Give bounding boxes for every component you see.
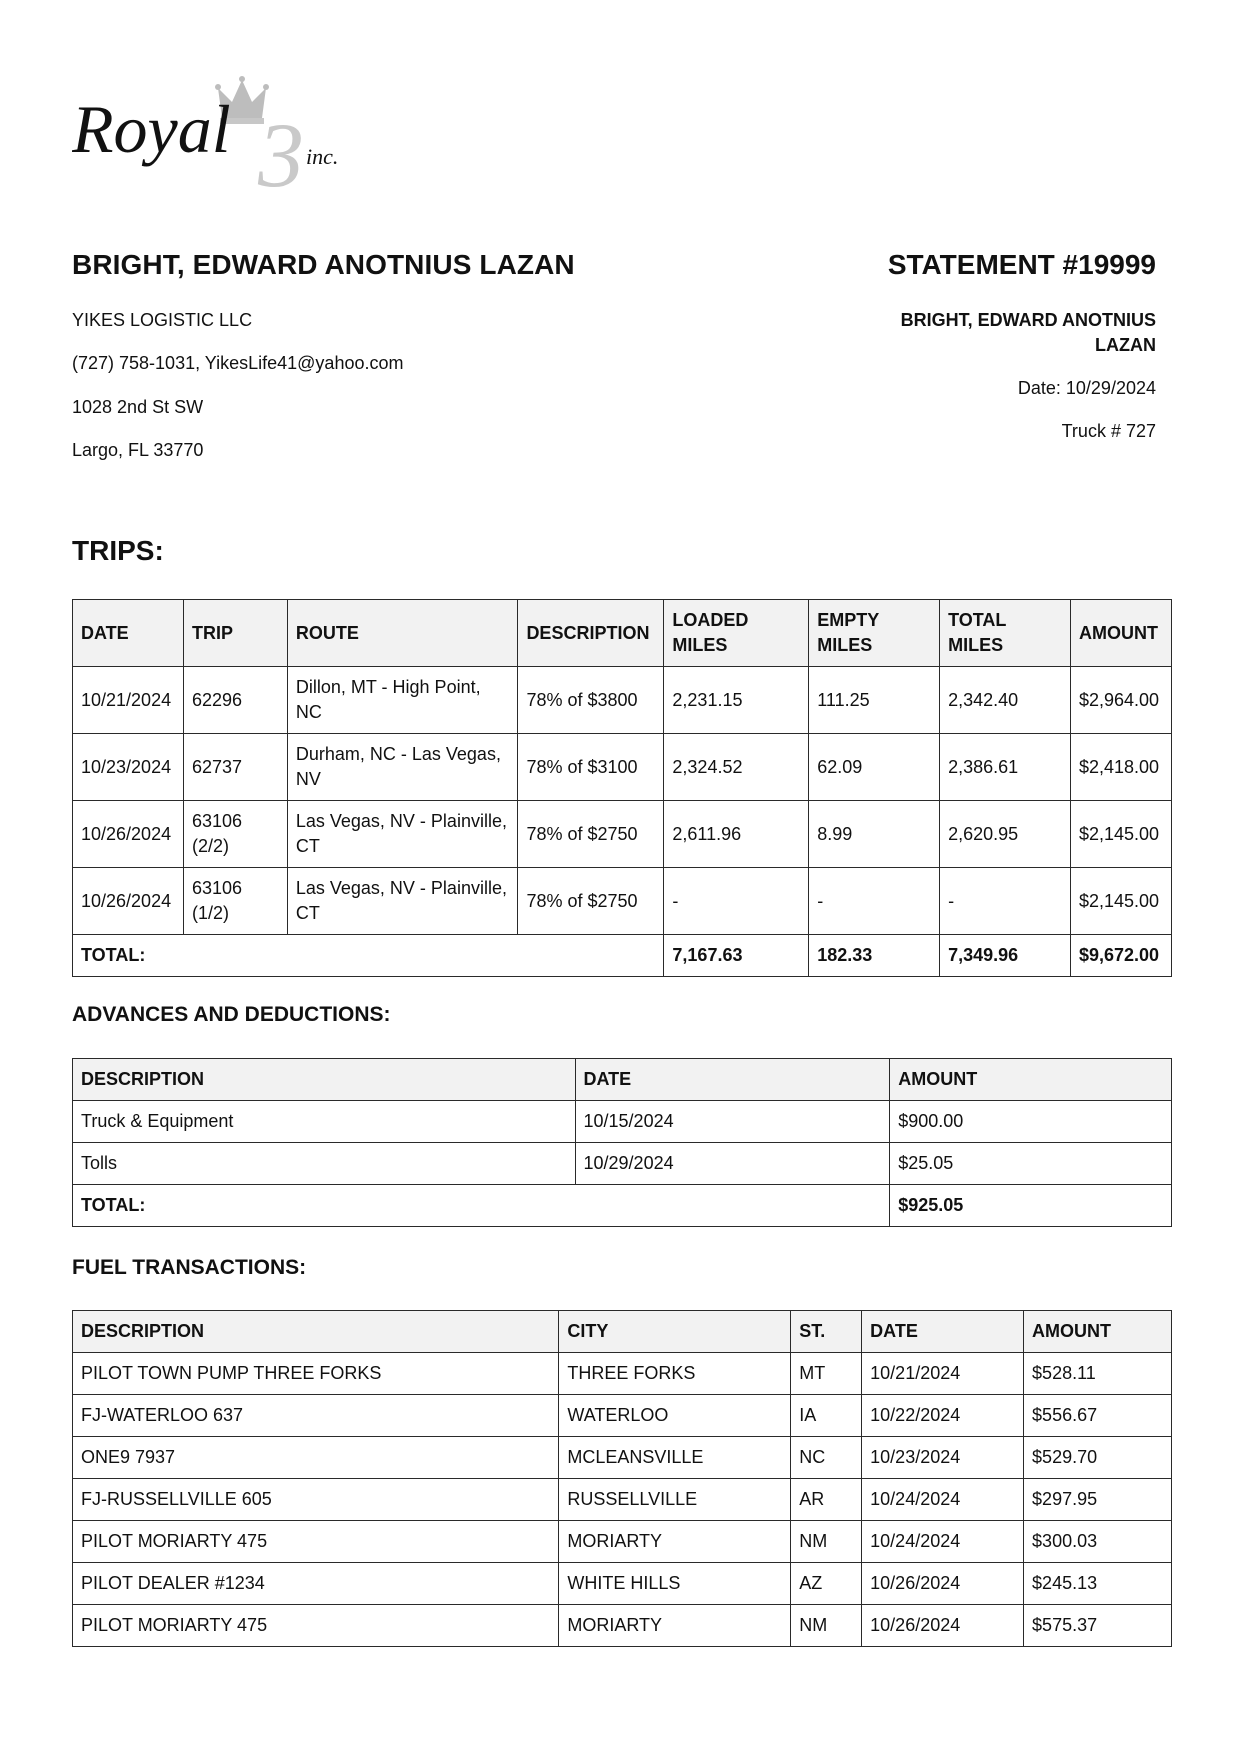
table-row [73, 801, 1172, 868]
table-cell: FJ-RUSSELLVILLE 605 [73, 1479, 559, 1521]
column-header: DESCRIPTION [73, 1059, 576, 1101]
table-cell: 10/26/2024 [73, 801, 184, 868]
truck-number: Truck # 727 [1061, 421, 1156, 441]
table-cell: 62.09 [809, 734, 940, 801]
column-header: ROUTE [287, 600, 518, 667]
table-cell: Las Vegas, NV - Plainville, CT [287, 801, 518, 868]
table-cell: PILOT DEALER #1234 [73, 1563, 559, 1605]
table-cell: NM [791, 1605, 862, 1647]
table-cell: 62737 [183, 734, 287, 801]
table-cell: WHITE HILLS [559, 1563, 791, 1605]
table-cell: THREE FORKS [559, 1353, 791, 1395]
table-cell: 2,231.15 [664, 667, 809, 734]
table-cell: 2,386.61 [940, 734, 1071, 801]
column-header: LOADED MILES [664, 600, 809, 667]
total-label: TOTAL: [73, 1185, 890, 1227]
table-cell: $529.70 [1024, 1437, 1172, 1479]
company-name: YIKES LOGISTIC LLC [72, 310, 253, 330]
table-cell: 78% of $2750 [518, 801, 664, 868]
table-cell: 2,620.95 [940, 801, 1071, 868]
table-cell: 10/21/2024 [73, 667, 184, 734]
table-cell: 8.99 [809, 801, 940, 868]
table-cell: 10/24/2024 [862, 1521, 1024, 1563]
table-cell: NM [791, 1521, 862, 1563]
table-cell: $297.95 [1024, 1479, 1172, 1521]
table-cell: Dillon, MT - High Point, NC [287, 667, 518, 734]
column-header: DESCRIPTION [73, 1311, 559, 1353]
company-address-line2: Largo, FL 33770 [72, 440, 204, 460]
company-address-line1: 1028 2nd St SW [72, 397, 204, 417]
table-cell: 63106 (2/2) [183, 801, 287, 868]
total-empty-miles: 182.33 [809, 935, 940, 977]
column-header: ST. [791, 1311, 862, 1353]
table-cell: 10/26/2024 [862, 1563, 1024, 1605]
column-header: AMOUNT [1070, 600, 1171, 667]
table-cell: $900.00 [890, 1101, 1172, 1143]
table-row [73, 1353, 1172, 1395]
table-cell: 10/29/2024 [575, 1143, 890, 1185]
table-cell: PILOT TOWN PUMP THREE FORKS [73, 1353, 559, 1395]
bill-to-name-line1: BRIGHT, EDWARD ANOTNIUS [900, 310, 1156, 330]
total-amount: $9,672.00 [1070, 935, 1171, 977]
column-header: CITY [559, 1311, 791, 1353]
table-cell: $556.67 [1024, 1395, 1172, 1437]
column-header: DESCRIPTION [518, 600, 664, 667]
trips-table [72, 599, 1172, 977]
table-cell: $2,145.00 [1070, 801, 1171, 868]
table-cell: MORIARTY [559, 1521, 791, 1563]
table-cell: 10/22/2024 [862, 1395, 1024, 1437]
company-contact: (727) 758-1031, YikesLife41@yahoo.com [72, 353, 404, 373]
column-header: EMPTY MILES [809, 600, 940, 667]
table-cell: Truck & Equipment [73, 1101, 576, 1143]
table-header-row [73, 1059, 1172, 1101]
table-cell: AR [791, 1479, 862, 1521]
table-cell: $2,964.00 [1070, 667, 1171, 734]
table-cell: 10/26/2024 [862, 1605, 1024, 1647]
total-amount: $925.05 [890, 1185, 1172, 1227]
total-row [73, 935, 1172, 977]
table-cell: 78% of $3100 [518, 734, 664, 801]
table-cell: - [940, 868, 1071, 935]
table-cell: Tolls [73, 1143, 576, 1185]
table-cell: NC [791, 1437, 862, 1479]
table-row [73, 1395, 1172, 1437]
column-header: DATE [73, 600, 184, 667]
statement-date: Date: 10/29/2024 [1017, 378, 1156, 398]
table-cell: ONE9 7937 [73, 1437, 559, 1479]
logo-numeral: 3 [258, 104, 304, 194]
logo-suffix: inc. [306, 144, 339, 169]
logo-wordmark: Royal [72, 91, 231, 167]
table-cell: 10/24/2024 [862, 1479, 1024, 1521]
table-cell: 10/23/2024 [862, 1437, 1024, 1479]
table-cell: - [809, 868, 940, 935]
driver-name: BRIGHT, EDWARD ANOTNIUS LAZAN [72, 249, 575, 280]
table-cell: 78% of $3800 [518, 667, 664, 734]
table-row [73, 868, 1172, 935]
table-cell: $2,145.00 [1070, 868, 1171, 935]
table-cell: 78% of $2750 [518, 868, 664, 935]
table-cell: 10/15/2024 [575, 1101, 890, 1143]
table-cell: - [664, 868, 809, 935]
total-miles: 7,349.96 [940, 935, 1071, 977]
table-cell: $245.13 [1024, 1563, 1172, 1605]
table-row [73, 1479, 1172, 1521]
table-cell: AZ [791, 1563, 862, 1605]
table-row [73, 1143, 1172, 1185]
statement-number: STATEMENT #19999 [887, 249, 1156, 280]
table-cell: MT [791, 1353, 862, 1395]
fuel-table [72, 1310, 1172, 1647]
table-header-row [73, 1311, 1172, 1353]
table-cell: PILOT MORIARTY 475 [73, 1521, 559, 1563]
column-header: TRIP [183, 600, 287, 667]
table-cell: 10/23/2024 [73, 734, 184, 801]
table-cell: WATERLOO [559, 1395, 791, 1437]
table-cell: $300.03 [1024, 1521, 1172, 1563]
table-cell: 2,342.40 [940, 667, 1071, 734]
table-cell: 10/21/2024 [862, 1353, 1024, 1395]
table-row [73, 667, 1172, 734]
bill-to-name [856, 308, 1156, 358]
table-cell: Las Vegas, NV - Plainville, CT [287, 868, 518, 935]
advances-table [72, 1058, 1172, 1227]
table-cell: MORIARTY [559, 1605, 791, 1647]
company-logo [72, 74, 402, 194]
table-cell: MCLEANSVILLE [559, 1437, 791, 1479]
column-header: TOTAL MILES [940, 600, 1071, 667]
total-loaded-miles: 7,167.63 [664, 935, 809, 977]
table-cell: 63106 (1/2) [183, 868, 287, 935]
table-cell: PILOT MORIARTY 475 [73, 1605, 559, 1647]
table-cell: $528.11 [1024, 1353, 1172, 1395]
table-row [73, 1563, 1172, 1605]
table-cell: $2,418.00 [1070, 734, 1171, 801]
table-cell: $575.37 [1024, 1605, 1172, 1647]
trips-title: TRIPS: [72, 535, 164, 566]
table-row [73, 1437, 1172, 1479]
table-cell: $25.05 [890, 1143, 1172, 1185]
fuel-title: FUEL TRANSACTIONS: [72, 1256, 307, 1279]
table-cell: Durham, NC - Las Vegas, NV [287, 734, 518, 801]
table-row [73, 1605, 1172, 1647]
table-cell: IA [791, 1395, 862, 1437]
table-cell: RUSSELLVILLE [559, 1479, 791, 1521]
advances-title: ADVANCES AND DEDUCTIONS: [72, 1003, 391, 1026]
bill-to-name-line2: LAZAN [1095, 335, 1156, 355]
column-header: DATE [862, 1311, 1024, 1353]
table-header-row [73, 600, 1172, 667]
table-cell: FJ-WATERLOO 637 [73, 1395, 559, 1437]
table-cell: 62296 [183, 667, 287, 734]
total-row [73, 1185, 1172, 1227]
table-row [73, 1521, 1172, 1563]
total-label: TOTAL: [73, 935, 664, 977]
table-cell: 10/26/2024 [73, 868, 184, 935]
column-header: AMOUNT [1024, 1311, 1172, 1353]
column-header: DATE [575, 1059, 890, 1101]
column-header: AMOUNT [890, 1059, 1172, 1101]
table-row [73, 734, 1172, 801]
table-cell: 2,324.52 [664, 734, 809, 801]
table-row [73, 1101, 1172, 1143]
table-cell: 111.25 [809, 667, 940, 734]
table-cell: 2,611.96 [664, 801, 809, 868]
